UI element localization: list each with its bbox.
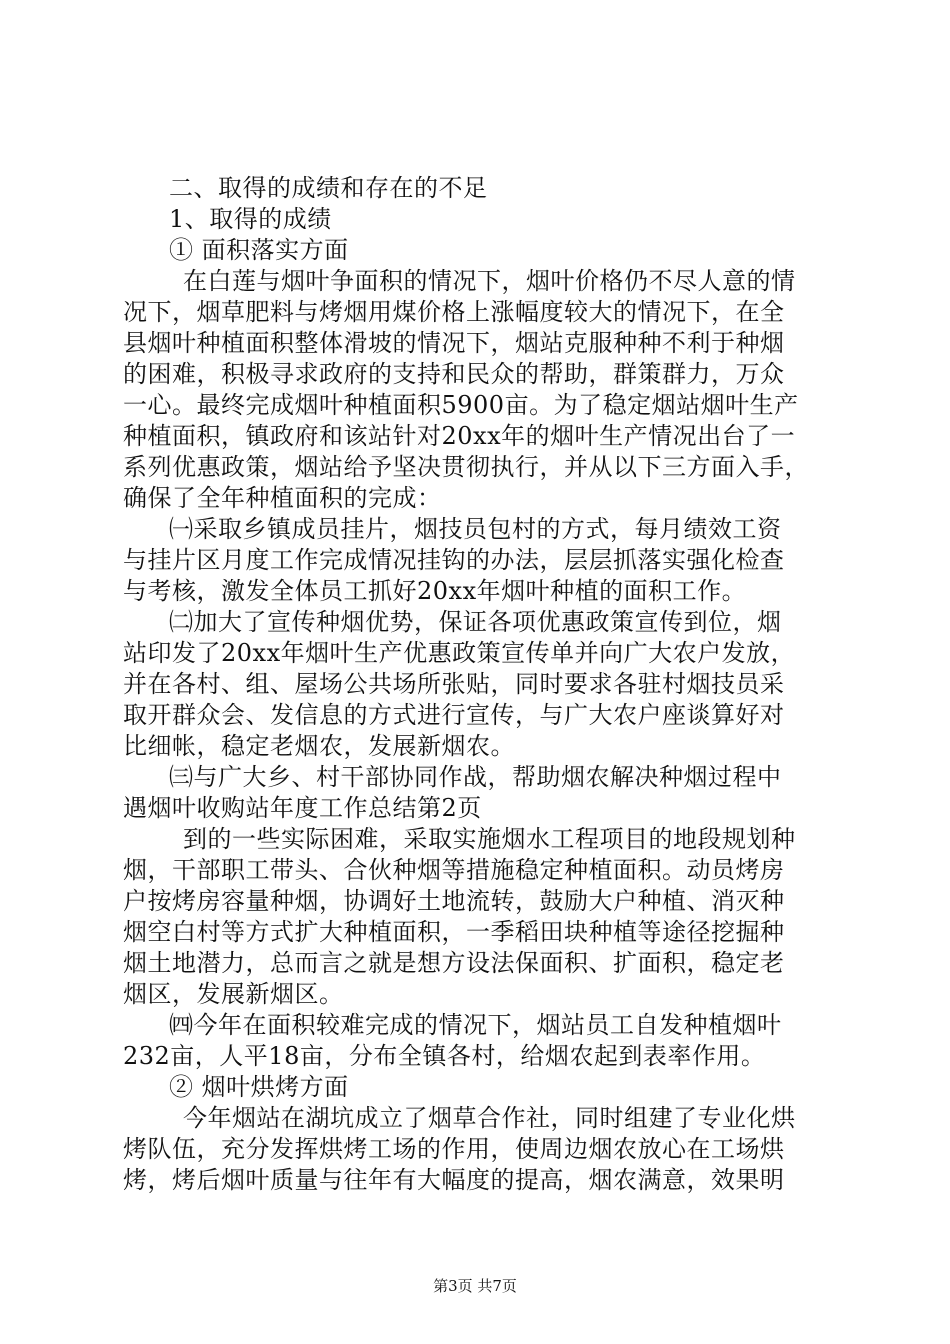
text-line: 1、取得的成绩 xyxy=(169,205,332,233)
text-line: ㈠采取乡镇成员挂片，烟技员包村的方式，每月绩效工资 xyxy=(169,515,782,543)
text-line: 遇烟叶收购站年度工作总结第2页 xyxy=(123,794,482,822)
page-footer: 第3页 共7页 xyxy=(433,1277,517,1295)
text-line: 与挂片区月度工作完成情况挂钩的办法，层层抓落实强化检查 xyxy=(123,546,785,574)
text-line: 烟土地潜力，总而言之就是想方设法保面积、扩面积，稳定老 xyxy=(123,949,785,977)
text-line: 与考核，激发全体员工抓好20xx年烟叶种植的面积工作。 xyxy=(123,577,747,605)
text-line: 站印发了20xx年烟叶生产优惠政策宣传单并向广大农户发放， xyxy=(123,639,796,667)
document-body xyxy=(123,173,835,1196)
text-line: 况下，烟草肥料与烤烟用煤价格上涨幅度较大的情况下，在全 xyxy=(123,298,785,326)
text-line: ㈢与广大乡、村干部协同作战，帮助烟农解决种烟过程中 xyxy=(169,763,782,791)
text-line: 烤队伍，充分发挥烘烤工场的作用，使周边烟农放心在工场烘 xyxy=(123,1135,785,1163)
text-line: 比细帐，稳定老烟农，发展新烟农。 xyxy=(123,732,515,760)
text-line: 到的一些实际困难，采取实施烟水工程项目的地段规划种 xyxy=(183,825,796,853)
text-line: 烟，干部职工带头、合伙种烟等措施稳定种植面积。动员烤房 xyxy=(123,856,785,884)
text-line: 二、取得的成绩和存在的不足 xyxy=(169,174,488,202)
text-line: 确保了全年种植面积的完成： xyxy=(123,484,442,512)
text-line: 取开群众会、发信息的方式进行宣传，与广大农户座谈算好对 xyxy=(123,701,785,729)
text-line: 并在各村、组、屋场公共场所张贴，同时要求各驻村烟技员采 xyxy=(123,670,785,698)
text-line: 户按烤房容量种烟，协调好土地流转，鼓励大户种植、消灭种 xyxy=(123,887,785,915)
text-line: 232亩，人平18亩，分布全镇各村，给烟农起到表率作用。 xyxy=(123,1042,766,1070)
text-line: 在白莲与烟叶争面积的情况下，烟叶价格仍不尽人意的情 xyxy=(183,267,796,295)
text-line: 烟区，发展新烟区。 xyxy=(123,980,344,1008)
text-line: ㈣今年在面积较难完成的情况下，烟站员工自发种植烟叶 xyxy=(169,1011,782,1039)
text-line: ㈡加大了宣传种烟优势，保证各项优惠政策宣传到位，烟 xyxy=(169,608,782,636)
text-line: ② 烟叶烘烤方面 xyxy=(169,1073,349,1101)
text-line: 系列优惠政策，烟站给予坚决贯彻执行，并从以下三方面入手， xyxy=(123,453,809,481)
text-line: ① 面积落实方面 xyxy=(169,236,349,264)
text-line: 烟空白村等方式扩大种植面积，一季稻田块种植等途径挖掘种 xyxy=(123,918,785,946)
text-line: 一心。最终完成烟叶种植面积5900亩。为了稳定烟站烟叶生产 xyxy=(123,391,799,419)
text-line: 今年烟站在湖坑成立了烟草合作社，同时组建了专业化烘 xyxy=(183,1104,796,1132)
text-line: 县烟叶种植面积整体滑坡的情况下，烟站克服种种不利于种烟 xyxy=(123,329,785,357)
text-line: 种植面积，镇政府和该站针对20xx年的烟叶生产情况出台了一 xyxy=(123,422,796,450)
text-line: 烤，烤后烟叶质量与往年有大幅度的提高，烟农满意，效果明 xyxy=(123,1166,785,1194)
text-line: 的困难，积极寻求政府的支持和民众的帮助，群策群力，万众 xyxy=(123,360,785,388)
